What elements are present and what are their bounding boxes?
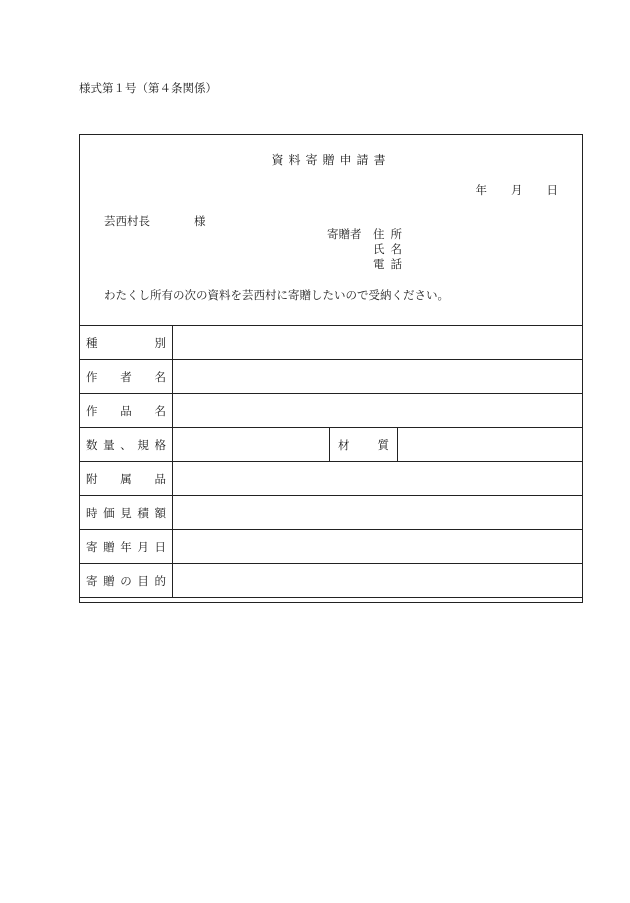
title-char: 書 [373,153,391,167]
donation-date-input[interactable] [173,530,583,564]
kind-input[interactable] [173,326,583,360]
table-row [80,564,583,598]
field-char: 名 [390,242,408,256]
title-char: 資 [271,153,289,167]
donation-statement: わたくし所有の次の資料を芸西村に寄贈したいので受納ください。 [104,288,449,302]
work-name-input[interactable] [173,394,583,428]
title-char: 寄 [305,153,323,167]
accessories-label: 附 属 品 [80,462,173,496]
application-form [79,134,583,603]
table-row [80,496,583,530]
addressee-name: 芸西村長 [104,214,150,228]
purpose-label: 寄 贈 の 目 的 [80,564,173,598]
table-row [80,530,583,564]
date-day-field[interactable]: 日 [546,183,558,197]
donation-date-label: 寄 贈 年 月 日 [80,530,173,564]
author-input[interactable] [173,360,583,394]
purpose-input[interactable] [173,564,583,598]
author-label: 作 者 名 [80,360,173,394]
donor-label: 寄贈者 [327,227,362,241]
title-char: 申 [339,153,357,167]
form-number: 様式第１号（第４条関係） [79,81,217,95]
field-char: 電 [373,257,391,271]
table-row [80,428,583,462]
table-row [80,394,583,428]
valuation-input[interactable] [173,496,583,530]
date-year-field[interactable]: 年 [475,183,487,197]
material-label: 材 質 [330,428,398,462]
title-char: 料 [288,153,306,167]
table-row [80,326,583,360]
donor-address-field[interactable] [373,227,421,242]
field-char: 住 [373,227,391,241]
application-date [476,182,559,198]
title-char: 請 [356,153,374,167]
donor-name-field[interactable] [373,242,421,257]
field-char: 所 [390,227,408,241]
document-title [80,151,582,168]
field-char: 氏 [373,242,391,256]
accessories-input[interactable] [173,462,583,496]
quantity-spec-label: 数 量 、 規 格 [80,428,173,462]
title-char: 贈 [322,153,340,167]
material-input[interactable] [398,428,583,462]
addressee-honorific: 様 [194,214,206,228]
work-name-label: 作 品 名 [80,394,173,428]
donor-phone-field[interactable] [373,257,421,272]
field-char: 話 [390,257,408,271]
table-row [80,360,583,394]
valuation-label: 時 価 見 積 額 [80,496,173,530]
kind-label: 種 別 [80,326,173,360]
addressee [104,213,206,229]
quantity-spec-input[interactable] [173,428,330,462]
table-row [80,462,583,496]
date-month-field[interactable]: 月 [511,183,523,197]
donation-details-table [79,325,583,598]
donor-info [327,227,421,272]
